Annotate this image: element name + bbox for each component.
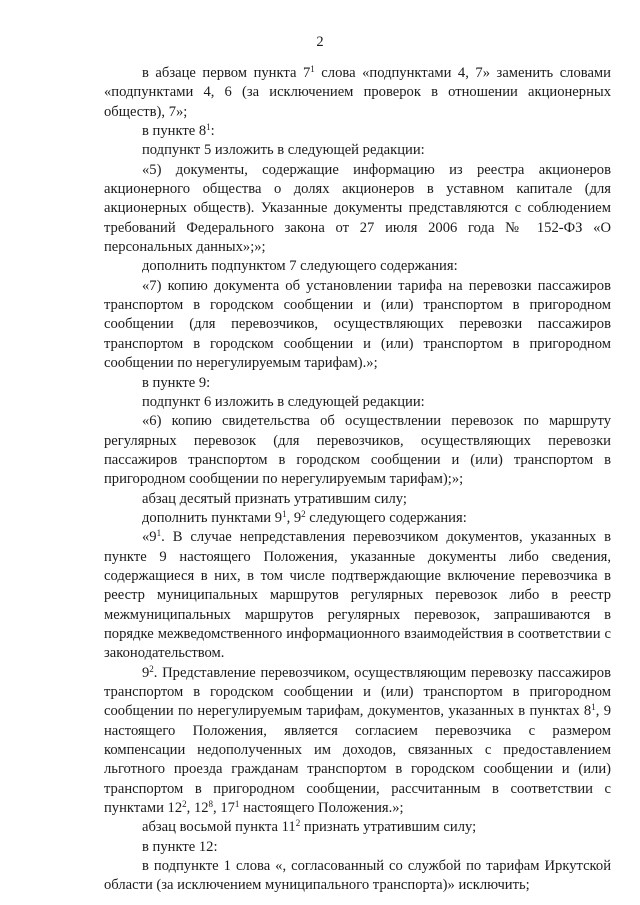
paragraph: «5) документы, содержащие информацию из реестра акционеров акционерного общества о долях акционеров в уставном капитале (для акционерных обществ). Указанные документы представляются с соблюдением требований Федерального закона от 27 июля 2006 года № 152-ФЗ «О персональных данных»;»;	[104, 161, 611, 256]
superscript: 2	[295, 818, 301, 829]
paragraph: «$9^1$. В случае непредставления перевозчиком документов, указанных в пункте 9 настоящего Положения, указанные документы либо сведения, содержащиеся в них, в том числе подтверждающие включение перевозчика в реестр муниципальных маршрутов регулярных перевозок либо в реестр межмуниципальных маршрутов регулярных перевозок, запрашиваются в порядке межведомственного информационного взаимодействия в соответствии с законодательством.	[104, 528, 611, 662]
superscript: 2	[301, 508, 306, 519]
document-body	[104, 64, 611, 896]
superscript: 1	[591, 702, 596, 713]
paragraph: в абзаце первом пункта $7^1$ слова «подпунктами 4, 7» заменить словами «подпунктами 4, 6 (за исключением проверок в отношении акционерных обществ), 7»;	[104, 64, 611, 120]
paragraph: подпункт 6 изложить в следующей редакции:	[142, 393, 425, 410]
paragraph: в пункте 12:	[142, 838, 218, 855]
superscript: 8	[208, 799, 214, 810]
paragraph: дополнить пунктами $9^1$, $9^2$ следующего содержания:	[142, 508, 467, 526]
superscript: 1	[282, 508, 287, 519]
superscript: 2	[182, 799, 187, 810]
paragraph: абзац восьмой пункта $11^2$ признать утратившим силу;	[142, 818, 477, 836]
paragraph: в пункте 9:	[142, 374, 211, 391]
paragraph: в пункте $8^1$:	[142, 122, 215, 140]
superscript: 2	[149, 663, 154, 674]
page-number: 2	[316, 34, 324, 50]
paragraph: абзац десятый признать утратившим силу;	[142, 490, 407, 507]
superscript: 1	[156, 528, 162, 539]
superscript: 1	[310, 64, 315, 74]
paragraph: в подпункте 1 слова «, согласованный со службой по тарифам Иркутской области (за исключением муниципального транспорта)» исключить;	[104, 858, 611, 894]
paragraph: подпункт 5 изложить в следующей редакции:	[142, 142, 425, 159]
superscript: 1	[234, 799, 240, 810]
superscript: 1	[206, 122, 211, 133]
paragraph: «7) копию документа об установлении тарифа на перевозки пассажиров транспортом в городском сообщении и (или) транспортом в пригородном сообщении (для перевозчиков, осуществляющих перевозки пассажиров транспортом в городском сообщении и (или) транспортом в пригородном сообщении по нерегулируемым тарифам).»;	[104, 277, 611, 372]
paragraph: «6) копию свидетельства об осуществлении перевозок по маршруту регулярных перевозок (для перевозчиков, осуществляющих перевозки пассажиров транспортом в городском сообщении и (или) транспортом в пригородном сообщении по нерегулируемым тарифам);»;	[104, 413, 611, 488]
paragraph: дополнить подпунктом 7 следующего содержания:	[142, 258, 458, 275]
paragraph: $9^2$. Представление перевозчиком, осуществляющим перевозку пассажиров транспортом в городском сообщении и (или) транспортом в пригородном сообщении по нерегулируемым тарифам, документов, указанных в пунктах $8^1$, 9 настоящего Положения, является согласием перевозчика с размером компенсации недополученных им доходов, связанных с предоставлением льготного проезда гражданам транспортом в городском сообщении и (или) транспортом в пригородном сообщении, рассчитанным в соответствии с пунктами $12^2$, $12^8$, $17^1$ настоящего Положения.»;	[104, 663, 612, 817]
